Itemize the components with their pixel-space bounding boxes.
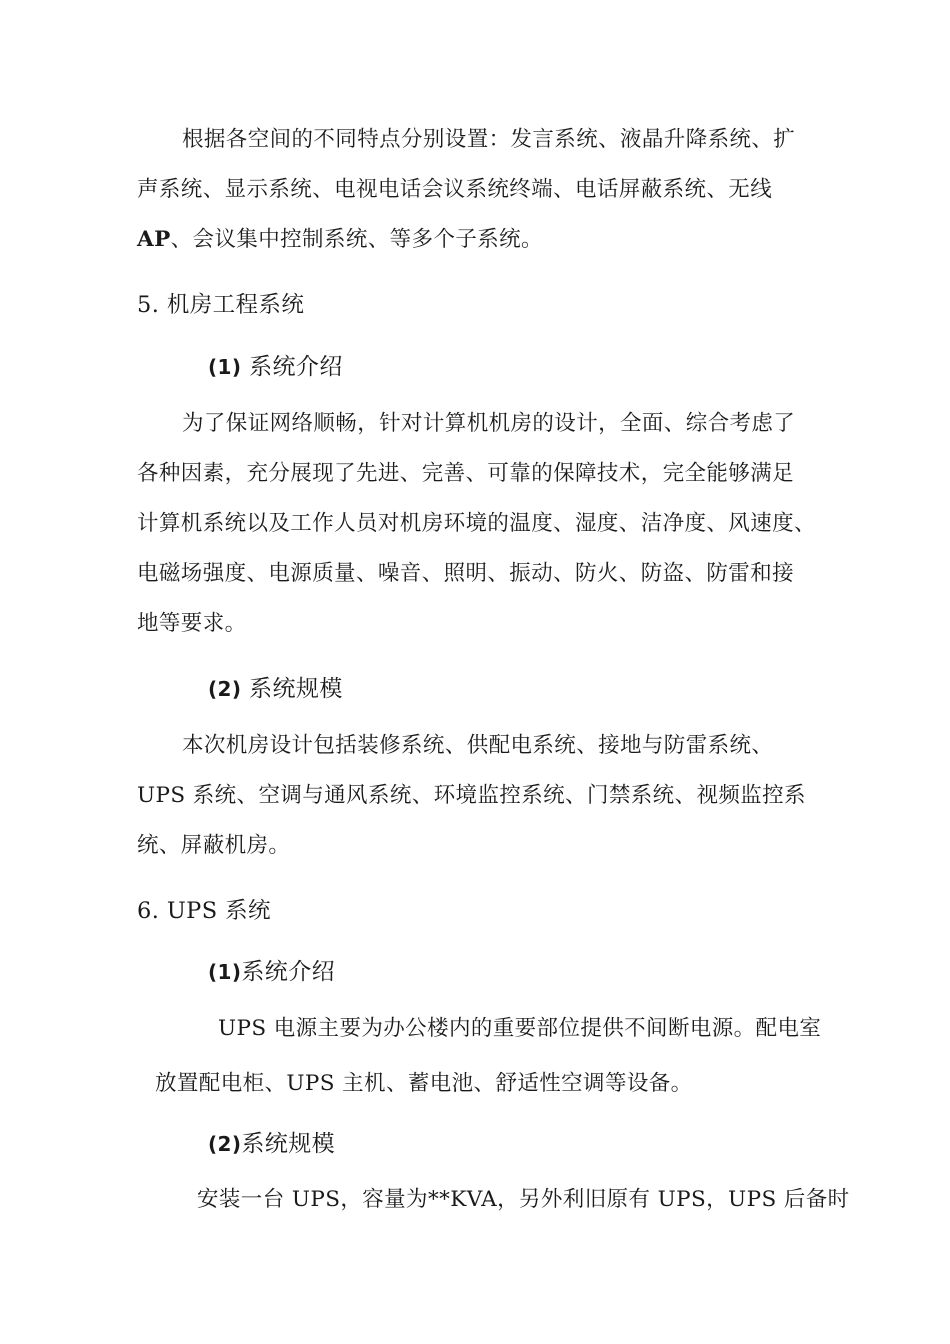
section-6-title: 6. UPS 系统 xyxy=(137,898,271,924)
s5-sub1-line-5: 地等要求。 xyxy=(137,611,247,636)
intro-line-1: 根据各空间的不同特点分别设置：发言系统、液晶升降系统、扩 xyxy=(182,127,796,152)
section-6-sub-2-title: 系统规模 xyxy=(241,1131,336,1157)
s6-sub1-line-2: 放置配电柜、UPS 主机、蓄电池、舒适性空调等设备。 xyxy=(155,1071,693,1096)
s5-sub2-line-1: 本次机房设计包括装修系统、供配电系统、接地与防雷系统、 xyxy=(182,733,774,758)
section-6-sub-2-number: (2) xyxy=(208,1132,242,1156)
section-5-sub-1-heading xyxy=(208,352,343,382)
section-5-sub-1-title: 系统介绍 xyxy=(249,354,343,380)
s6-sub1-line-1: UPS 电源主要为办公楼内的重要部位提供不间断电源。配电室 xyxy=(218,1016,822,1041)
s5-sub1-line-2: 各种因素，充分展现了先进、完善、可靠的保障技术，完全能够满足 xyxy=(137,461,795,486)
s5-sub2-line-3: 统、屏蔽机房。 xyxy=(137,833,291,858)
s6-sub2-line-1: 安装一台 UPS，容量为**KVA，另外利旧原有 UPS，UPS 后备时 xyxy=(197,1187,850,1212)
section-5-sub-2-title: 系统规模 xyxy=(249,676,343,702)
section-5-sub-2-heading xyxy=(208,674,343,704)
section-5-title: 5. 机房工程系统 xyxy=(137,292,305,318)
section-5-sub-1-number: (1) xyxy=(208,355,242,379)
s5-sub2-line-2: UPS 系统、空调与通风系统、环境监控系统、门禁系统、视频监控系 xyxy=(137,783,806,808)
section-6-sub-2-heading xyxy=(208,1129,335,1159)
s5-sub1-line-1: 为了保证网络顺畅，针对计算机机房的设计，全面、综合考虑了 xyxy=(182,411,796,436)
s5-sub1-line-3: 计算机系统以及工作人员对机房环境的温度、湿度、洁净度、风速度、 xyxy=(137,511,816,536)
section-6-sub-1-heading xyxy=(208,957,335,987)
intro-line-3-rest: 、会议集中控制系统、等多个子系统。 xyxy=(170,227,543,252)
intro-line-3 xyxy=(137,225,543,255)
section-5-sub-2-number: (2) xyxy=(208,677,242,701)
section-6-sub-1-number: (1) xyxy=(208,960,242,984)
section-6-sub-1-title: 系统介绍 xyxy=(241,959,336,985)
intro-line-2: 声系统、显示系统、电视电话会议系统终端、电话屏蔽系统、无线 xyxy=(137,177,773,202)
intro-ap-text: AP xyxy=(137,227,171,252)
s5-sub1-line-4: 电磁场强度、电源质量、噪音、照明、振动、防火、防盗、防雷和接 xyxy=(137,561,795,586)
